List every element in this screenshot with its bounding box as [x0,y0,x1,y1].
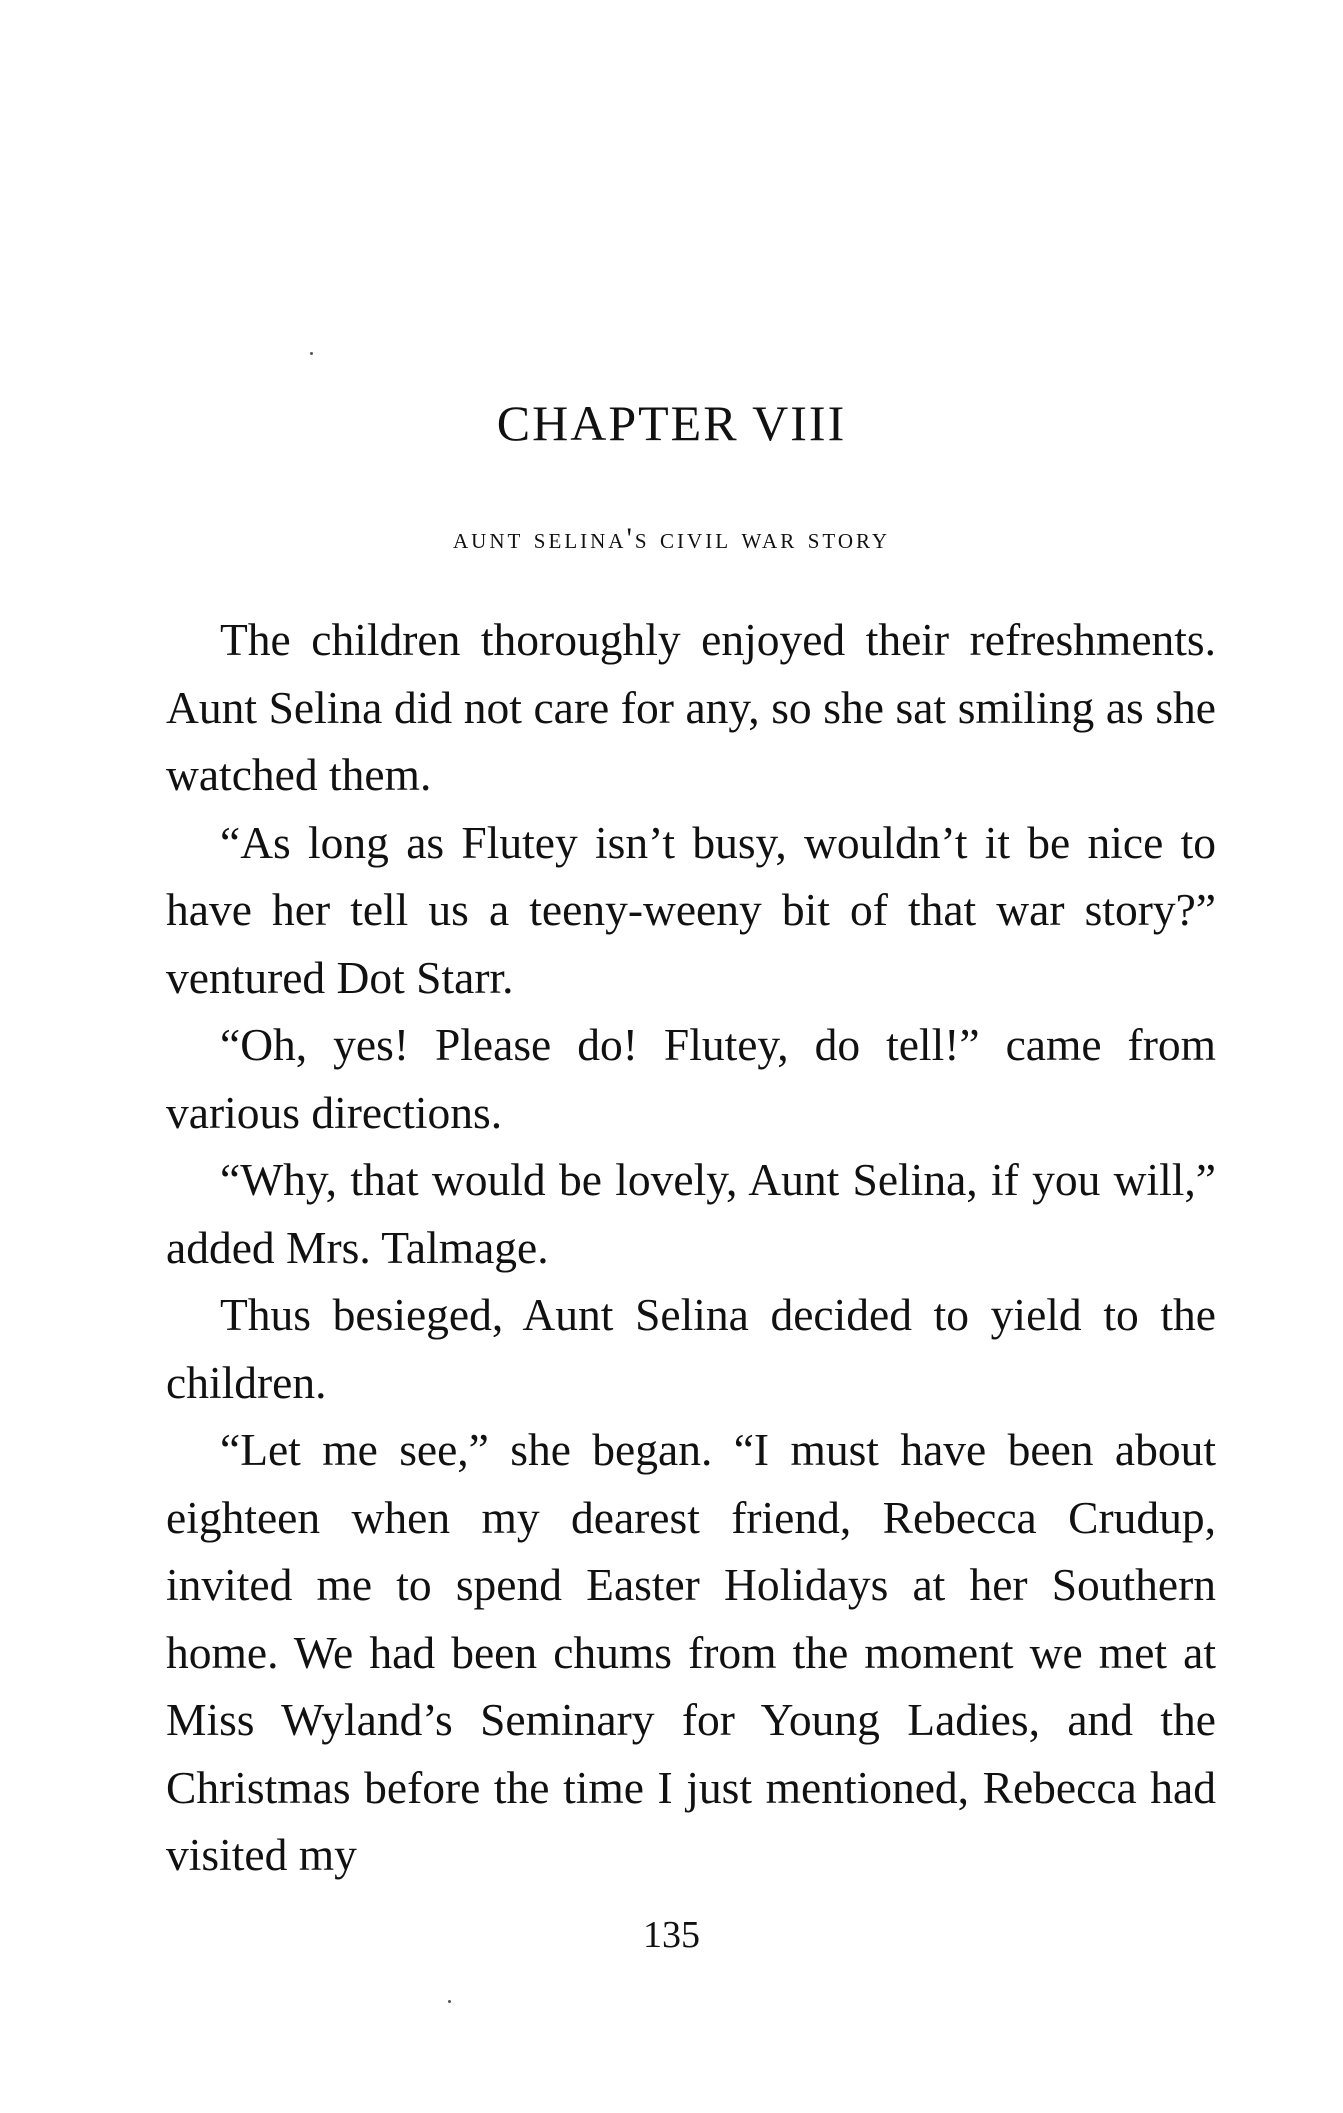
paragraph: Thus besieged, Aunt Selina decided to yield to the children. [166,1289,1216,1408]
page-number: 135 [643,1914,700,1956]
paragraph: “Let me see,” she began. “I must have been about eighteen when my dearest friend, Rebecca Crudup, invited me to spend Easter Holidays at her Southern home. We had been chums from the moment we met at Miss Wyland’s Seminary for Young Ladies, and the Christmas before the time I just mentioned, Rebecca had visited my [166,1424,1216,1880]
print-speck [448,2000,451,2003]
chapter-subtitle: aunt selina's civil war story [452,522,891,555]
paragraph: “Oh, yes! Please do! Flutey, do tell!” came from various directions. [166,1019,1216,1138]
print-speck [310,352,313,355]
paragraph: “As long as Flutey isn’t busy, wouldn’t it be nice to have her tell us a teeny-weeny bit of that war story?” ventured Dot Starr. [166,816,1216,1003]
chapter-body [166,606,1216,1889]
paragraph: The children thoroughly enjoyed their refreshments. Aunt Selina did not care for any, so she sat smiling as she watched them. [166,614,1216,800]
paragraph: “Why, that would be lovely, Aunt Selina, if you will,” added Mrs. Talmage. [166,1154,1216,1273]
chapter-title: CHAPTER VIII [496,395,847,451]
